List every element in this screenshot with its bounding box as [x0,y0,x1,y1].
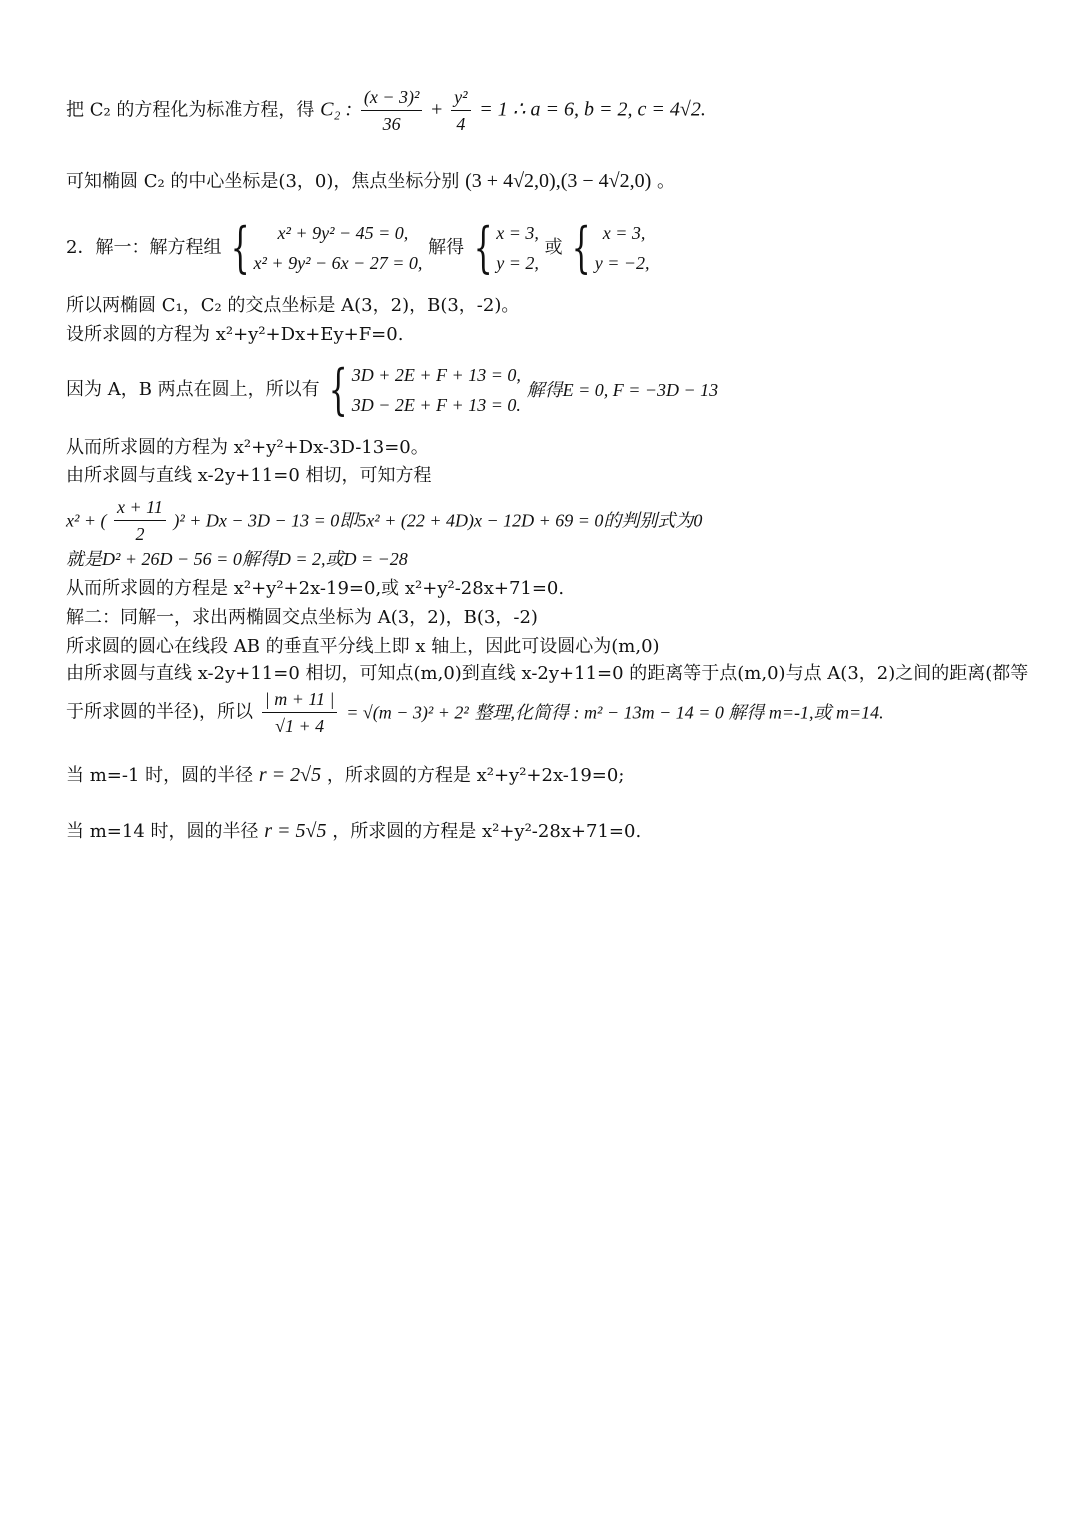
math: x² + ( [66,510,107,531]
text: ，所求圆的方程是 x²+y²+2x-19=0; [326,765,625,786]
text-line: 所求圆的圆心在线段 AB 的垂直平分线上即 x 轴上，因此可设圆心为(m,0) [66,636,660,657]
solution-system [470,218,539,278]
brace: { [329,358,349,421]
math: C₂ : [320,98,353,121]
equation: 3D + 2E + F + 13 = 0, [351,365,521,385]
equation-system [227,218,422,278]
denominator: 4 [456,114,466,134]
text-line: 由所求圆与直线 x-2y+11=0 相切，可知方程 [66,465,432,486]
text: 可知椭圆 C₂ 的中心坐标是(3，0)，焦点坐标分别 [66,171,460,192]
math: )² + Dx − 3D − 13 = 0即5x² + (22 + 4D)x − 12D + 69 = 0的判别式为0 [173,510,703,531]
radius-line-2 [66,820,641,843]
text-line: 解二：同解一，求出两椭圆交点坐标为 A(3，2)，B(3，-2) [66,607,538,628]
math: 解得E = 0, F = −3D − 13 [526,380,719,400]
equation: y = 2, [496,253,539,273]
brace: { [473,216,493,279]
math: r = 5√5 [264,820,327,842]
equation-system [325,360,520,420]
standard-form-line [66,86,706,135]
equation: x = 3, [496,223,539,243]
text: ，所求圆的方程是 x²+y²-28x+71=0. [332,821,642,842]
discriminant-line [66,496,702,545]
math: + [431,98,443,121]
text: 。 [657,171,676,192]
text-line: 从而所求圆的方程是 x²+y²+2x-19=0,或 x²+y²-28x+71=0. [66,578,565,599]
brace: { [230,216,250,279]
fraction [114,496,166,545]
numerator: (x − 3)² [361,86,423,111]
fraction [262,688,338,737]
system-rows [496,218,539,278]
center-foci-line [66,170,675,193]
system-rows [352,360,521,420]
fraction [451,86,470,135]
radius-line-1 [66,764,624,787]
text-line: 由所求圆与直线 x-2y+11=0 相切，可知点(m,0)到直线 x-2y+11=0 的距离等于点(m,0)与点 A(3，2)之间的距离(都等 [66,663,1029,684]
text: 把 C₂ 的方程化为标准方程，得 [66,99,315,121]
text-line: 设所求圆的方程为 x²+y²+Dx+Ey+F=0. [66,324,404,345]
equation: 3D − 2E + F + 13 = 0. [351,395,521,415]
numerator: x + 11 [114,496,166,521]
numerator: | m + 11 | [262,688,338,713]
text: 因为 A，B 两点在圆上，所以有 [66,379,320,400]
numerator: y² [451,86,470,111]
denominator: √1 + 4 [275,716,325,736]
solution-system [568,218,649,278]
text: 当 m=-1 时，圆的半径 [66,765,254,786]
text-line: 从而所求圆的方程为 x²+y²+Dx-3D-13=0。 [66,437,429,458]
distance-equation-line [66,688,884,737]
equation: y = −2, [594,253,650,273]
math-line: 就是D² + 26D − 56 = 0解得D = 2,或D = −28 [66,549,408,569]
denominator: 36 [382,114,401,134]
equation: x = 3, [602,223,646,243]
text-line: 所以两椭圆 C₁，C₂ 的交点坐标是 A(3，2)，B(3，-2)。 [66,295,520,316]
text: 当 m=14 时，圆的半径 [66,821,259,842]
equation: x² + 9y² − 6x − 27 = 0, [253,253,423,273]
equation: x² + 9y² − 45 = 0, [277,223,409,243]
system-rows [254,218,423,278]
math: r = 2√5 [258,764,322,786]
fraction [361,86,423,135]
equation-system-line [66,218,650,278]
text: 于所求圆的半径)，所以 [66,701,254,723]
denominator: 2 [135,524,145,544]
text: 2．解一：解方程组 [66,237,222,258]
text: 或 [544,237,563,258]
math: = √(m − 3)² + 2² [346,702,469,723]
text: 解得 [428,237,465,258]
math: (3 + 4√2,0),(3 − 4√2,0) [465,170,652,192]
math: = 1 ∴ a = 6, b = 2, c = 4√2. [479,98,706,121]
system-rows [595,218,650,278]
math: 整理,化简得 : m² − 13m − 14 = 0 解得 m=-1,或 m=14. [474,702,884,723]
circle-system-line [66,360,718,420]
brace: { [572,216,591,279]
